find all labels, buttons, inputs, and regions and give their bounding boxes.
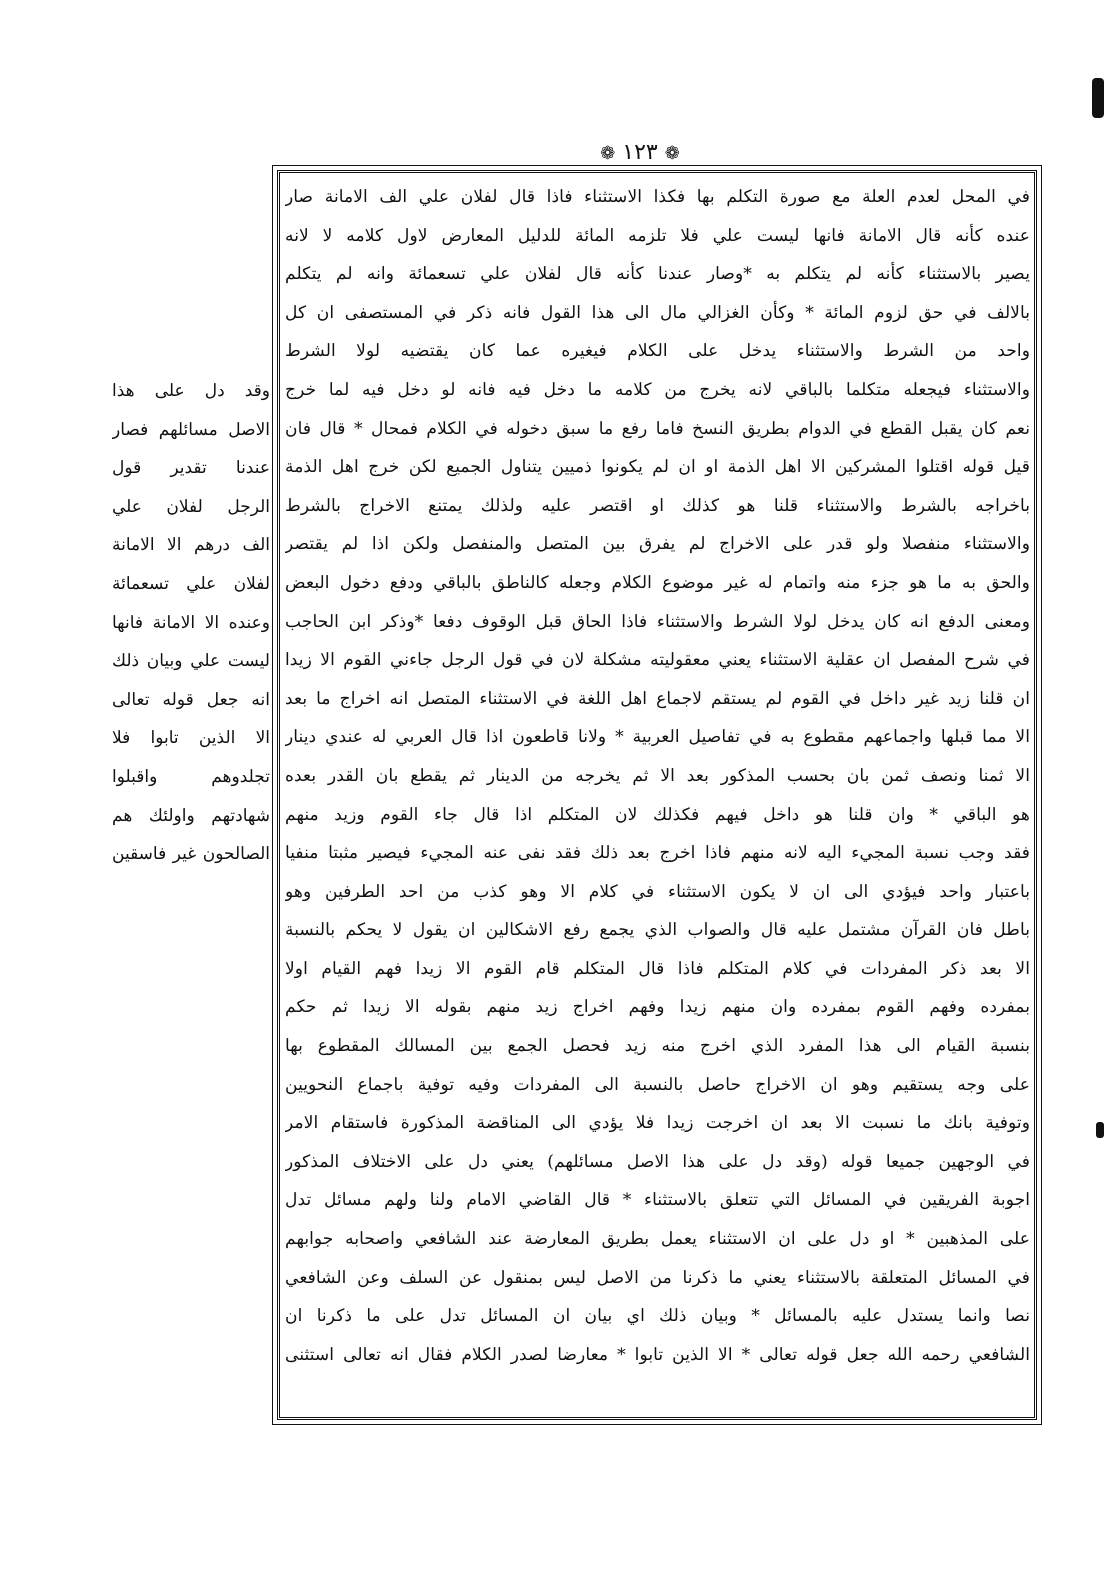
main-text-line: نعم كان يقبل القطع في الدوام بطريق النسخ فاما رفع ما سبق دخوله في الكلام فمحال * قال فان xyxy=(285,418,1030,439)
main-text-line: بنسبة القيام الى هذا المفرد الذي اخرج منه زيد فحصل الجمع بين المسالك المقطوع بها xyxy=(285,1036,1030,1057)
main-text-line: ومعنى الدفع انه كان يدخل لولا الشرط والاستثناء فاذا الحاق قبل الوقوف دفعا *وذكر ابن الحاجب xyxy=(285,611,1030,632)
margin-note-line: الاصل مسائلهم فصار xyxy=(112,419,270,440)
main-text-line: اجوبة الفريقين في المسائل التي تتعلق بالاستثناء * قال القاضي الامام ولنا ولهم مسائل تدل xyxy=(285,1190,1030,1211)
main-text-line: على وجه يستقيم وهو ان الاخراج حاصل بالنسبة الى المفردات وفيه توفية باجماع النحويين xyxy=(285,1074,1030,1095)
main-text-line: عنده كأنه قال الامانة فانها ليست علي فلا تلزمه المائة للدليل المعارض لاول كلامه لا لانه xyxy=(285,225,1030,246)
margin-note-line: الرجل لفلان علي xyxy=(112,496,270,517)
main-text-line: نصا وانما يستدل عليه بالمسائل * وبيان ذلك اي بيان ان المسائل تدل على ما ذكرنا ان xyxy=(285,1306,1030,1327)
margin-note-line: انه جعل قوله تعالى xyxy=(112,689,270,710)
margin-note-line: عندنا تقدير قول xyxy=(112,458,270,479)
page-number-text: ١٢٣ xyxy=(622,140,658,165)
main-text-line: الا بعد ذكر المفردات في كلام المتكلم فاذا قال المتكلم قام القوم الا زيدا فهم القيام اولا xyxy=(285,958,1030,979)
main-text-line: ان قلنا زيد غير داخل في القوم لم يستقم لاجماع اهل اللغة في الاستثناء المتصل انه اخراج ما بعد xyxy=(285,688,1030,709)
page-number xyxy=(560,136,720,170)
main-text-line: في المحل لعدم العلة مع صورة التكلم بها فكذا الاستثناء فاذا قال لفلان علي الف الامانة صار xyxy=(285,187,1030,207)
main-text-line: فقد وجب نسبة المجيء اليه لانه منهم فاذا اخرج بعد ذلك فقد نفى عنه المجيء فيصير مثبتا منفيا xyxy=(285,843,1030,864)
margin-note-line: ليست علي وبيان ذلك xyxy=(112,651,270,672)
main-text-line: الا مما قبلها واجماعهم مقطوع به في تفاصيل العربية * ولانا قاطعون اذا قال العربي له عندي دينار xyxy=(285,727,1030,748)
main-text-line: والاستثناء فيجعله متكلما بالباقي لانه يخرج من كلامه ما دخل فيه فانه لو دخل فيه لما خرج xyxy=(285,379,1030,400)
main-text-line: والاستثناء منفصلا ولو قدر على الاخراج لم يفرق بين المتصل والمنفصل ولكن اذا لم يقتصر xyxy=(285,534,1030,555)
margin-note-line: الا الذين تابوا فلا xyxy=(112,728,270,749)
main-text-line: واحد من الشرط والاستثناء يدخل على الكلام فيغيره عما كان يقتضيه لولا الشرط xyxy=(285,341,1030,362)
main-text-line: باخراجه بالشرط والاستثناء قلنا هو كذلك او اقتصر عليه ولذلك يمتنع الاخراج بالشرط xyxy=(285,495,1030,516)
main-text-line: باعتبار واحد فيؤدي الى ان لا يكون الاستثناء في كلام الا وهو كذب من احد الطرفين وهو xyxy=(285,881,1030,902)
main-text-line: الا ثمنا ونصف ثمن بان بحسب المذكور بعد الا ثم يخرجه من الدينار ثم يقطع بان القدر بعده xyxy=(285,765,1030,786)
margin-note-line: وقد دل على هذا xyxy=(112,381,270,401)
margin-note-line: الف درهم الا الامانة xyxy=(112,535,270,556)
main-text-line: والحق به ما هو جزء منه واتمام له غير موضوع الكلام وجعله كالناطق بالباقي ودفع دخول البعض xyxy=(285,572,1030,593)
main-text-line: بمفرده وفهم القوم بمفرده وان منهم زيدا وفهم اخراج زيد منهم بقوله الا زيدا ثم حكم xyxy=(285,997,1030,1018)
ornament-icon: ❁ xyxy=(664,143,680,164)
margin-note-line: وعنده الا الامانة فانها xyxy=(112,612,270,633)
main-text-line: الشافعي رحمه الله جعل قوله تعالى * الا الذين تابوا * معارضا لصدر الكلام فقال انه تعالى استثنى xyxy=(285,1344,1030,1365)
main-text-line: هو الباقي * وان قلنا هو داخل فيهم فكذلك لان المتكلم اذا قال جاء القوم وزيد منهم xyxy=(285,804,1030,825)
main-text-line: في شرح المفصل ان عقلية الاستثناء يعني معقوليته مشكلة لان في قول الرجل جاءني القوم الا زيدا xyxy=(285,650,1030,671)
scan-edge-mark xyxy=(1096,1122,1104,1138)
main-text-line: يصير بالاستثناء كأنه لم يتكلم به *وصار عندنا كأنه قال لفلان علي تسعمائة وانه لم يتكلم xyxy=(285,264,1030,285)
main-text-line: قيل قوله اقتلوا المشركين الا اهل الذمة او ان لم يكونوا ذميين يتناول الجميع لكن خرج اهل الذمة xyxy=(285,457,1030,478)
main-text-line: على المذهبين * او دل على ان الاستثناء يعمل بطريق المعارضة عند الشافعي واصحابه جوابهم xyxy=(285,1229,1030,1250)
margin-note-line: الصالحون غير فاسقين xyxy=(112,844,270,865)
ornament-icon: ❁ xyxy=(600,143,616,164)
main-text-line: في الوجهين جميعا قوله (وقد دل على هذا الاصل مسائلهم) يعني دل على الاختلاف المذكور xyxy=(285,1151,1030,1172)
margin-note xyxy=(112,372,270,874)
main-text-line: باطل فان القرآن مشتمل عليه قال والصواب الذي يجمع رفع الاشكالين ان يقول لا يحكم بالنسبة xyxy=(285,920,1030,941)
main-text-line: بالالف في حق لزوم المائة * وكأن الغزالي مال الى هذا القول فانه ذكر في المستصفى ان كل xyxy=(285,302,1030,323)
main-text-line: في المسائل المتعلقة بالاستثناء يعني ما ذكرنا من الاصل ليس بمنقول عن السلف وعن الشافعي xyxy=(285,1267,1030,1288)
main-text-line: وتوفية بانك ما نسبت الا بعد ان اخرجت زيدا فلا يؤدي الى المناقضة المذكورة فاستقام الامر xyxy=(285,1113,1030,1134)
scan-edge-mark xyxy=(1092,78,1104,118)
margin-note-line: تجلدوهم واقبلوا xyxy=(112,766,270,787)
main-text-block xyxy=(285,178,1030,1374)
margin-note-line: لفلان علي تسعمائة xyxy=(112,573,270,594)
margin-note-line: شهادتهم واولئك هم xyxy=(112,805,270,826)
